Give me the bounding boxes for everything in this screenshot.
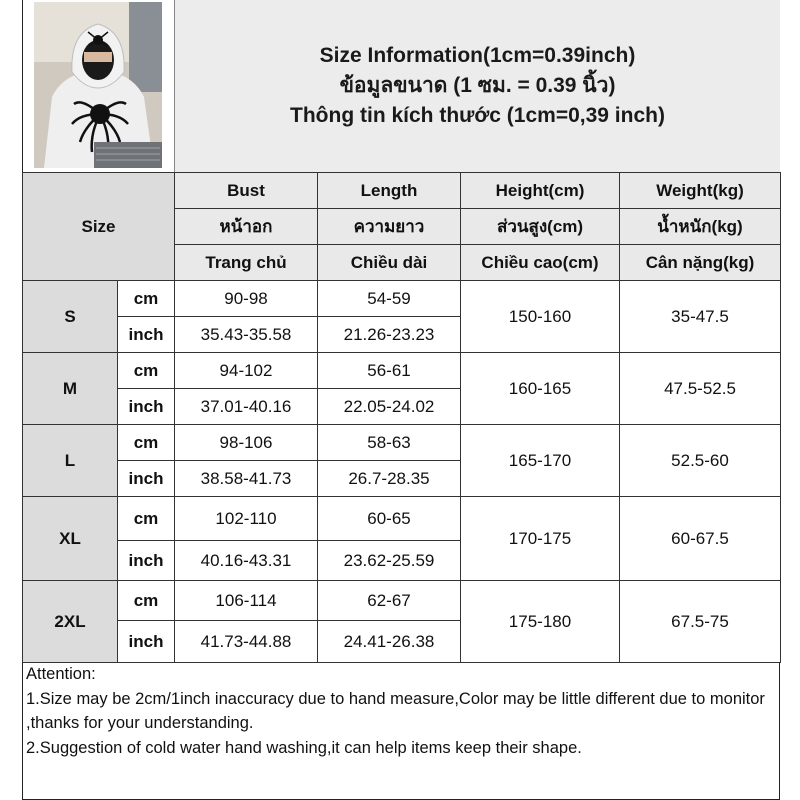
size-label-cell: XL xyxy=(23,497,118,581)
length-header-th: ความยาว xyxy=(318,209,461,245)
length-cm-cell: 58-63 xyxy=(318,425,461,461)
size-label-cell: 2XL xyxy=(23,581,118,663)
attention-note-1: 1.Size may be 2cm/1inch inaccuracy due to hand measure,Color may be little different due to monitor ,thanks for your understanding. xyxy=(26,689,765,732)
unit-cm-cell: cm xyxy=(118,281,175,317)
height-header-en: Height(cm) xyxy=(461,173,620,209)
bust-inch-cell: 35.43-35.58 xyxy=(175,317,318,353)
height-cell: 150-160 xyxy=(461,281,620,353)
height-cell: 165-170 xyxy=(461,425,620,497)
length-inch-cell: 23.62-25.59 xyxy=(318,541,461,581)
length-inch-cell: 21.26-23.23 xyxy=(318,317,461,353)
weight-cell: 47.5-52.5 xyxy=(620,353,781,425)
unit-cm-cell: cm xyxy=(118,425,175,461)
size-info-title xyxy=(174,0,780,172)
weight-cell: 60-67.5 xyxy=(620,497,781,581)
length-cm-cell: 60-65 xyxy=(318,497,461,541)
title-vietnamese: Thông tin kích thước (1cm=0,39 inch) xyxy=(290,104,665,127)
bust-inch-cell: 37.01-40.16 xyxy=(175,389,318,425)
unit-inch-cell: inch xyxy=(118,541,175,581)
bust-cm-cell: 94-102 xyxy=(175,353,318,389)
unit-inch-cell: inch xyxy=(118,317,175,353)
size-column-header: Size xyxy=(23,173,175,281)
product-photo xyxy=(34,2,162,168)
length-inch-cell: 24.41-26.38 xyxy=(318,621,461,663)
height-cell: 175-180 xyxy=(461,581,620,663)
title-english: Size Information(1cm=0.39inch) xyxy=(319,44,636,67)
weight-cell: 52.5-60 xyxy=(620,425,781,497)
unit-inch-cell: inch xyxy=(118,621,175,663)
weight-header-vi: Cân nặng(kg) xyxy=(620,245,781,281)
title-thai: ข้อมูลขนาด (1 ซม. = 0.39 นิ้ว) xyxy=(339,74,616,97)
bust-cm-cell: 102-110 xyxy=(175,497,318,541)
length-cm-cell: 54-59 xyxy=(318,281,461,317)
bust-cm-cell: 98-106 xyxy=(175,425,318,461)
size-row-cm xyxy=(23,353,781,389)
size-label-cell: M xyxy=(23,353,118,425)
bust-inch-cell: 41.73-44.88 xyxy=(175,621,318,663)
bust-inch-cell: 38.58-41.73 xyxy=(175,461,318,497)
unit-cm-cell: cm xyxy=(118,497,175,541)
bust-header-th: หน้าอก xyxy=(175,209,318,245)
attention-notes xyxy=(26,662,776,760)
bust-cm-cell: 106-114 xyxy=(175,581,318,621)
size-row-cm xyxy=(23,425,781,461)
size-row-cm xyxy=(23,497,781,541)
length-inch-cell: 22.05-24.02 xyxy=(318,389,461,425)
length-cm-cell: 56-61 xyxy=(318,353,461,389)
bust-header-vi: Trang chủ xyxy=(175,245,318,281)
length-header-en: Length xyxy=(318,173,461,209)
height-cell: 160-165 xyxy=(461,353,620,425)
unit-inch-cell: inch xyxy=(118,389,175,425)
unit-cm-cell: cm xyxy=(118,581,175,621)
bust-header-en: Bust xyxy=(175,173,318,209)
height-header-vi: Chiều cao(cm) xyxy=(461,245,620,281)
height-cell: 170-175 xyxy=(461,497,620,581)
length-cm-cell: 62-67 xyxy=(318,581,461,621)
size-row-cm xyxy=(23,281,781,317)
bust-inch-cell: 40.16-43.31 xyxy=(175,541,318,581)
unit-inch-cell: inch xyxy=(118,461,175,497)
weight-header-th: น้ำหนัก(kg) xyxy=(620,209,781,245)
size-label-cell: L xyxy=(23,425,118,497)
weight-cell: 35-47.5 xyxy=(620,281,781,353)
length-inch-cell: 26.7-28.35 xyxy=(318,461,461,497)
size-chart-table xyxy=(22,172,781,663)
length-header-vi: Chiều dài xyxy=(318,245,461,281)
weight-header-en: Weight(kg) xyxy=(620,173,781,209)
height-header-th: ส่วนสูง(cm) xyxy=(461,209,620,245)
size-row-cm xyxy=(23,581,781,621)
weight-cell: 67.5-75 xyxy=(620,581,781,663)
bust-cm-cell: 90-98 xyxy=(175,281,318,317)
attention-title: Attention: xyxy=(26,665,96,683)
size-label-cell: S xyxy=(23,281,118,353)
unit-cm-cell: cm xyxy=(118,353,175,389)
attention-note-2: 2.Suggestion of cold water hand washing,it can help items keep their shape. xyxy=(26,738,582,757)
